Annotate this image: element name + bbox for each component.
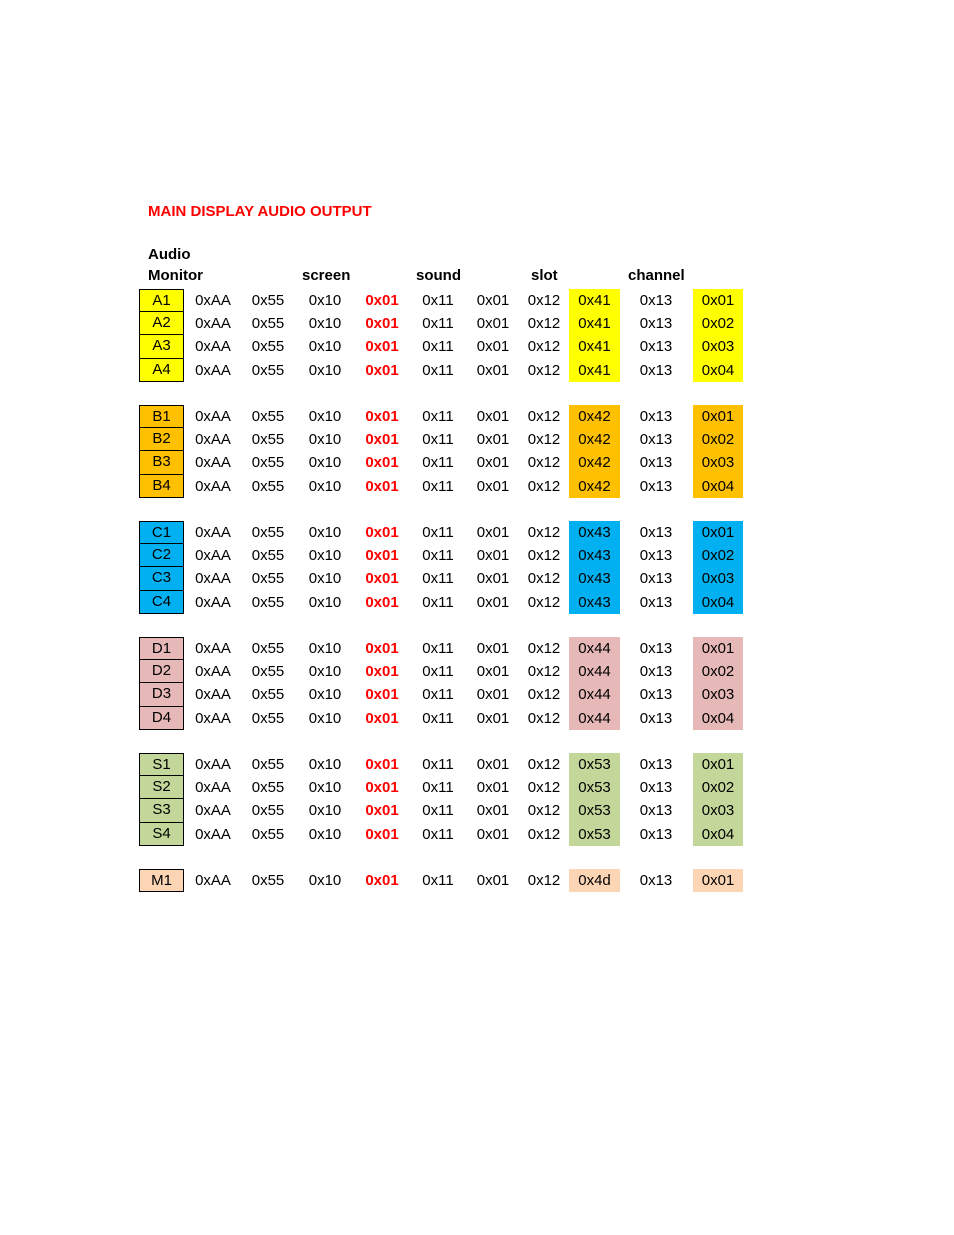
channel-cell: 0x04 bbox=[693, 359, 743, 382]
byte-cell: 0x55 bbox=[251, 315, 285, 333]
row-label-s1: S1 bbox=[139, 753, 184, 776]
byte-cell-highlight: 0x01 bbox=[365, 477, 399, 495]
channel-cell: 0x03 bbox=[693, 567, 743, 590]
byte-cell: 0x10 bbox=[308, 315, 342, 333]
byte-cell: 0x13 bbox=[639, 802, 673, 820]
header-slot: slot bbox=[531, 267, 558, 284]
channel-cell: 0x04 bbox=[693, 475, 743, 498]
byte-cell-highlight: 0x01 bbox=[365, 640, 399, 657]
byte-cell: 0x13 bbox=[639, 593, 673, 611]
slot-cell: 0x42 bbox=[569, 405, 620, 428]
byte-cell: 0xAA bbox=[195, 524, 231, 541]
byte-cell: 0x55 bbox=[251, 338, 285, 356]
byte-cell: 0x55 bbox=[251, 431, 285, 449]
row-label-s3: S3 bbox=[139, 799, 184, 822]
byte-cell-highlight: 0x01 bbox=[365, 431, 399, 449]
channel-cell: 0x02 bbox=[693, 776, 743, 799]
header-screen: screen bbox=[302, 267, 351, 284]
byte-cell: 0x55 bbox=[251, 640, 285, 657]
byte-cell: 0x12 bbox=[527, 477, 561, 495]
byte-cell: 0x55 bbox=[251, 547, 285, 565]
byte-cell: 0x12 bbox=[527, 292, 561, 309]
slot-cell: 0x53 bbox=[569, 799, 620, 822]
byte-cell: 0x12 bbox=[527, 825, 561, 843]
byte-cell: 0x55 bbox=[251, 477, 285, 495]
byte-cell: 0x01 bbox=[476, 361, 510, 379]
byte-cell-highlight: 0x01 bbox=[365, 872, 399, 889]
byte-cell: 0x12 bbox=[527, 454, 561, 472]
byte-cell-highlight: 0x01 bbox=[365, 802, 399, 820]
byte-cell-highlight: 0x01 bbox=[365, 686, 399, 704]
slot-cell: 0x53 bbox=[569, 753, 620, 776]
byte-cell: 0x13 bbox=[639, 361, 673, 379]
byte-cell: 0x13 bbox=[639, 872, 673, 889]
byte-cell: 0x01 bbox=[476, 872, 510, 889]
row-label-s2: S2 bbox=[139, 776, 184, 799]
channel-cell: 0x01 bbox=[693, 753, 743, 776]
byte-cell: 0x11 bbox=[422, 802, 454, 820]
byte-cell-highlight: 0x01 bbox=[365, 709, 399, 727]
byte-cell: 0xAA bbox=[195, 640, 231, 657]
byte-cell-highlight: 0x01 bbox=[365, 825, 399, 843]
byte-cell: 0x55 bbox=[251, 825, 285, 843]
byte-cell: 0x55 bbox=[251, 408, 285, 425]
byte-cell: 0x01 bbox=[476, 408, 510, 425]
slot-cell: 0x42 bbox=[569, 475, 620, 498]
row-label-c3: C3 bbox=[139, 567, 184, 590]
byte-cell: 0x01 bbox=[476, 640, 510, 657]
byte-cell: 0x11 bbox=[422, 872, 454, 889]
byte-cell: 0x13 bbox=[639, 315, 673, 333]
header-monitor: Monitor bbox=[148, 267, 203, 284]
byte-cell: 0xAA bbox=[195, 686, 231, 704]
byte-cell: 0x55 bbox=[251, 292, 285, 309]
header-channel: channel bbox=[628, 267, 685, 284]
byte-cell-highlight: 0x01 bbox=[365, 547, 399, 565]
byte-cell: 0x12 bbox=[527, 593, 561, 611]
byte-cell: 0x55 bbox=[251, 872, 285, 889]
byte-cell: 0x55 bbox=[251, 802, 285, 820]
byte-cell-highlight: 0x01 bbox=[365, 593, 399, 611]
byte-cell: 0x10 bbox=[308, 663, 342, 681]
slot-cell: 0x42 bbox=[569, 451, 620, 474]
channel-cell: 0x01 bbox=[693, 869, 743, 892]
byte-cell: 0x12 bbox=[527, 408, 561, 425]
byte-cell: 0x10 bbox=[308, 431, 342, 449]
byte-cell: 0x01 bbox=[476, 477, 510, 495]
byte-cell: 0x10 bbox=[308, 547, 342, 565]
header-audio: Audio bbox=[148, 246, 191, 263]
byte-cell: 0x12 bbox=[527, 709, 561, 727]
byte-cell-highlight: 0x01 bbox=[365, 338, 399, 356]
byte-cell: 0x13 bbox=[639, 292, 673, 309]
byte-cell-highlight: 0x01 bbox=[365, 779, 399, 797]
byte-cell: 0x12 bbox=[527, 431, 561, 449]
byte-cell: 0x12 bbox=[527, 315, 561, 333]
byte-cell: 0xAA bbox=[195, 431, 231, 449]
byte-cell: 0x01 bbox=[476, 547, 510, 565]
slot-cell: 0x44 bbox=[569, 660, 620, 683]
byte-cell: 0x12 bbox=[527, 640, 561, 657]
byte-cell: 0x12 bbox=[527, 524, 561, 541]
byte-cell: 0x55 bbox=[251, 779, 285, 797]
row-label-b2: B2 bbox=[139, 428, 184, 451]
byte-cell: 0x55 bbox=[251, 524, 285, 541]
byte-cell: 0x13 bbox=[639, 779, 673, 797]
byte-cell: 0x12 bbox=[527, 547, 561, 565]
byte-cell: 0x10 bbox=[308, 756, 342, 773]
byte-cell: 0xAA bbox=[195, 408, 231, 425]
byte-cell: 0xAA bbox=[195, 825, 231, 843]
byte-cell: 0xAA bbox=[195, 802, 231, 820]
slot-cell: 0x43 bbox=[569, 567, 620, 590]
byte-cell: 0xAA bbox=[195, 292, 231, 309]
byte-cell: 0x12 bbox=[527, 779, 561, 797]
byte-cell: 0xAA bbox=[195, 361, 231, 379]
slot-cell: 0x43 bbox=[569, 591, 620, 614]
channel-cell: 0x02 bbox=[693, 312, 743, 335]
byte-cell: 0x11 bbox=[422, 454, 454, 472]
channel-cell: 0x04 bbox=[693, 707, 743, 730]
channel-cell: 0x01 bbox=[693, 637, 743, 660]
byte-cell: 0x01 bbox=[476, 570, 510, 588]
byte-cell: 0x11 bbox=[422, 570, 454, 588]
byte-cell: 0x13 bbox=[639, 709, 673, 727]
byte-cell: 0x11 bbox=[422, 338, 454, 356]
byte-cell: 0x12 bbox=[527, 570, 561, 588]
byte-cell: 0x13 bbox=[639, 825, 673, 843]
byte-cell: 0x12 bbox=[527, 361, 561, 379]
byte-cell: 0x12 bbox=[527, 338, 561, 356]
slot-cell: 0x43 bbox=[569, 521, 620, 544]
channel-cell: 0x02 bbox=[693, 428, 743, 451]
byte-cell-highlight: 0x01 bbox=[365, 408, 399, 425]
row-label-d4: D4 bbox=[139, 707, 184, 730]
byte-cell: 0xAA bbox=[195, 779, 231, 797]
byte-cell-highlight: 0x01 bbox=[365, 315, 399, 333]
channel-cell: 0x03 bbox=[693, 451, 743, 474]
byte-cell: 0xAA bbox=[195, 547, 231, 565]
byte-cell: 0x13 bbox=[639, 570, 673, 588]
byte-cell: 0x10 bbox=[308, 477, 342, 495]
slot-cell: 0x43 bbox=[569, 544, 620, 567]
row-label-a4: A4 bbox=[139, 359, 184, 382]
byte-cell-highlight: 0x01 bbox=[365, 663, 399, 681]
row-label-c2: C2 bbox=[139, 544, 184, 567]
byte-cell: 0x11 bbox=[422, 547, 454, 565]
byte-cell: 0x10 bbox=[308, 338, 342, 356]
byte-cell: 0xAA bbox=[195, 872, 231, 889]
byte-cell: 0x12 bbox=[527, 802, 561, 820]
byte-cell: 0x55 bbox=[251, 756, 285, 773]
slot-cell: 0x53 bbox=[569, 823, 620, 846]
byte-cell: 0x01 bbox=[476, 709, 510, 727]
byte-cell: 0x11 bbox=[422, 431, 454, 449]
slot-cell: 0x4d bbox=[569, 869, 620, 892]
byte-cell: 0x01 bbox=[476, 338, 510, 356]
byte-cell: 0x13 bbox=[639, 524, 673, 541]
byte-cell: 0x11 bbox=[422, 663, 454, 681]
byte-cell: 0x12 bbox=[527, 663, 561, 681]
byte-cell: 0x55 bbox=[251, 709, 285, 727]
byte-cell: 0x13 bbox=[639, 431, 673, 449]
slot-cell: 0x44 bbox=[569, 707, 620, 730]
row-label-b1: B1 bbox=[139, 405, 184, 428]
slot-cell: 0x53 bbox=[569, 776, 620, 799]
channel-cell: 0x01 bbox=[693, 521, 743, 544]
byte-cell: 0x11 bbox=[422, 779, 454, 797]
byte-cell: 0x10 bbox=[308, 872, 342, 889]
byte-cell: 0x13 bbox=[639, 477, 673, 495]
row-label-a1: A1 bbox=[139, 289, 184, 312]
channel-cell: 0x03 bbox=[693, 335, 743, 358]
row-label-b3: B3 bbox=[139, 451, 184, 474]
row-label-a3: A3 bbox=[139, 335, 184, 358]
channel-cell: 0x02 bbox=[693, 660, 743, 683]
byte-cell: 0x10 bbox=[308, 709, 342, 727]
byte-cell: 0x01 bbox=[476, 756, 510, 773]
byte-cell: 0x10 bbox=[308, 779, 342, 797]
byte-cell-highlight: 0x01 bbox=[365, 756, 399, 773]
byte-cell: 0x13 bbox=[639, 454, 673, 472]
byte-cell: 0x11 bbox=[422, 686, 454, 704]
byte-cell: 0x11 bbox=[422, 477, 454, 495]
byte-cell: 0x11 bbox=[422, 640, 454, 657]
byte-cell-highlight: 0x01 bbox=[365, 361, 399, 379]
byte-cell: 0x13 bbox=[639, 640, 673, 657]
byte-cell: 0x10 bbox=[308, 292, 342, 309]
byte-cell: 0xAA bbox=[195, 756, 231, 773]
byte-cell: 0x10 bbox=[308, 408, 342, 425]
byte-cell: 0x01 bbox=[476, 779, 510, 797]
slot-cell: 0x41 bbox=[569, 312, 620, 335]
byte-cell: 0x10 bbox=[308, 454, 342, 472]
byte-cell: 0x11 bbox=[422, 593, 454, 611]
row-label-c4: C4 bbox=[139, 591, 184, 614]
channel-cell: 0x04 bbox=[693, 591, 743, 614]
byte-cell: 0x10 bbox=[308, 825, 342, 843]
byte-cell: 0x55 bbox=[251, 663, 285, 681]
byte-cell: 0x01 bbox=[476, 802, 510, 820]
byte-cell: 0x10 bbox=[308, 361, 342, 379]
byte-cell: 0xAA bbox=[195, 593, 231, 611]
row-label-d2: D2 bbox=[139, 660, 184, 683]
byte-cell: 0x12 bbox=[527, 872, 561, 889]
byte-cell: 0x55 bbox=[251, 361, 285, 379]
row-label-s4: S4 bbox=[139, 823, 184, 846]
byte-cell: 0x01 bbox=[476, 825, 510, 843]
page-title: MAIN DISPLAY AUDIO OUTPUT bbox=[148, 203, 372, 220]
byte-cell: 0x13 bbox=[639, 408, 673, 425]
byte-cell: 0x13 bbox=[639, 338, 673, 356]
byte-cell: 0x01 bbox=[476, 524, 510, 541]
byte-cell: 0x01 bbox=[476, 686, 510, 704]
byte-cell: 0x11 bbox=[422, 315, 454, 333]
byte-cell: 0x01 bbox=[476, 315, 510, 333]
byte-cell: 0x01 bbox=[476, 431, 510, 449]
byte-cell: 0x55 bbox=[251, 454, 285, 472]
byte-cell: 0xAA bbox=[195, 315, 231, 333]
byte-cell: 0x13 bbox=[639, 547, 673, 565]
slot-cell: 0x41 bbox=[569, 289, 620, 312]
byte-cell: 0x11 bbox=[422, 709, 454, 727]
byte-cell: 0x10 bbox=[308, 524, 342, 541]
byte-cell: 0xAA bbox=[195, 477, 231, 495]
byte-cell-highlight: 0x01 bbox=[365, 292, 399, 309]
byte-cell: 0x13 bbox=[639, 686, 673, 704]
channel-cell: 0x02 bbox=[693, 544, 743, 567]
byte-cell: 0x11 bbox=[422, 361, 454, 379]
byte-cell: 0x11 bbox=[422, 756, 454, 773]
byte-cell: 0x01 bbox=[476, 593, 510, 611]
byte-cell: 0x13 bbox=[639, 756, 673, 773]
byte-cell: 0xAA bbox=[195, 570, 231, 588]
byte-cell: 0x11 bbox=[422, 292, 454, 309]
channel-cell: 0x03 bbox=[693, 683, 743, 706]
slot-cell: 0x41 bbox=[569, 335, 620, 358]
slot-cell: 0x42 bbox=[569, 428, 620, 451]
byte-cell: 0x10 bbox=[308, 802, 342, 820]
byte-cell: 0x01 bbox=[476, 663, 510, 681]
channel-cell: 0x01 bbox=[693, 289, 743, 312]
slot-cell: 0x44 bbox=[569, 683, 620, 706]
channel-cell: 0x01 bbox=[693, 405, 743, 428]
row-label-d1: D1 bbox=[139, 637, 184, 660]
byte-cell: 0x11 bbox=[422, 524, 454, 541]
byte-cell: 0x01 bbox=[476, 454, 510, 472]
row-label-c1: C1 bbox=[139, 521, 184, 544]
row-label-m1: M1 bbox=[139, 869, 184, 892]
byte-cell: 0xAA bbox=[195, 454, 231, 472]
channel-cell: 0x04 bbox=[693, 823, 743, 846]
byte-cell: 0xAA bbox=[195, 709, 231, 727]
byte-cell: 0x13 bbox=[639, 663, 673, 681]
byte-cell: 0x55 bbox=[251, 686, 285, 704]
slot-cell: 0x44 bbox=[569, 637, 620, 660]
byte-cell: 0x55 bbox=[251, 570, 285, 588]
byte-cell: 0x12 bbox=[527, 756, 561, 773]
row-label-b4: B4 bbox=[139, 475, 184, 498]
byte-cell: 0xAA bbox=[195, 338, 231, 356]
header-sound: sound bbox=[416, 267, 461, 284]
byte-cell: 0x11 bbox=[422, 825, 454, 843]
byte-cell: 0x01 bbox=[476, 292, 510, 309]
byte-cell: 0x12 bbox=[527, 686, 561, 704]
channel-cell: 0x03 bbox=[693, 799, 743, 822]
byte-cell: 0x55 bbox=[251, 593, 285, 611]
byte-cell-highlight: 0x01 bbox=[365, 570, 399, 588]
byte-cell: 0x10 bbox=[308, 570, 342, 588]
byte-cell: 0x10 bbox=[308, 640, 342, 657]
byte-cell: 0x10 bbox=[308, 593, 342, 611]
byte-cell: 0x11 bbox=[422, 408, 454, 425]
byte-cell-highlight: 0x01 bbox=[365, 454, 399, 472]
row-label-d3: D3 bbox=[139, 683, 184, 706]
byte-cell: 0xAA bbox=[195, 663, 231, 681]
byte-cell-highlight: 0x01 bbox=[365, 524, 399, 541]
row-label-a2: A2 bbox=[139, 312, 184, 335]
slot-cell: 0x41 bbox=[569, 359, 620, 382]
byte-cell: 0x10 bbox=[308, 686, 342, 704]
